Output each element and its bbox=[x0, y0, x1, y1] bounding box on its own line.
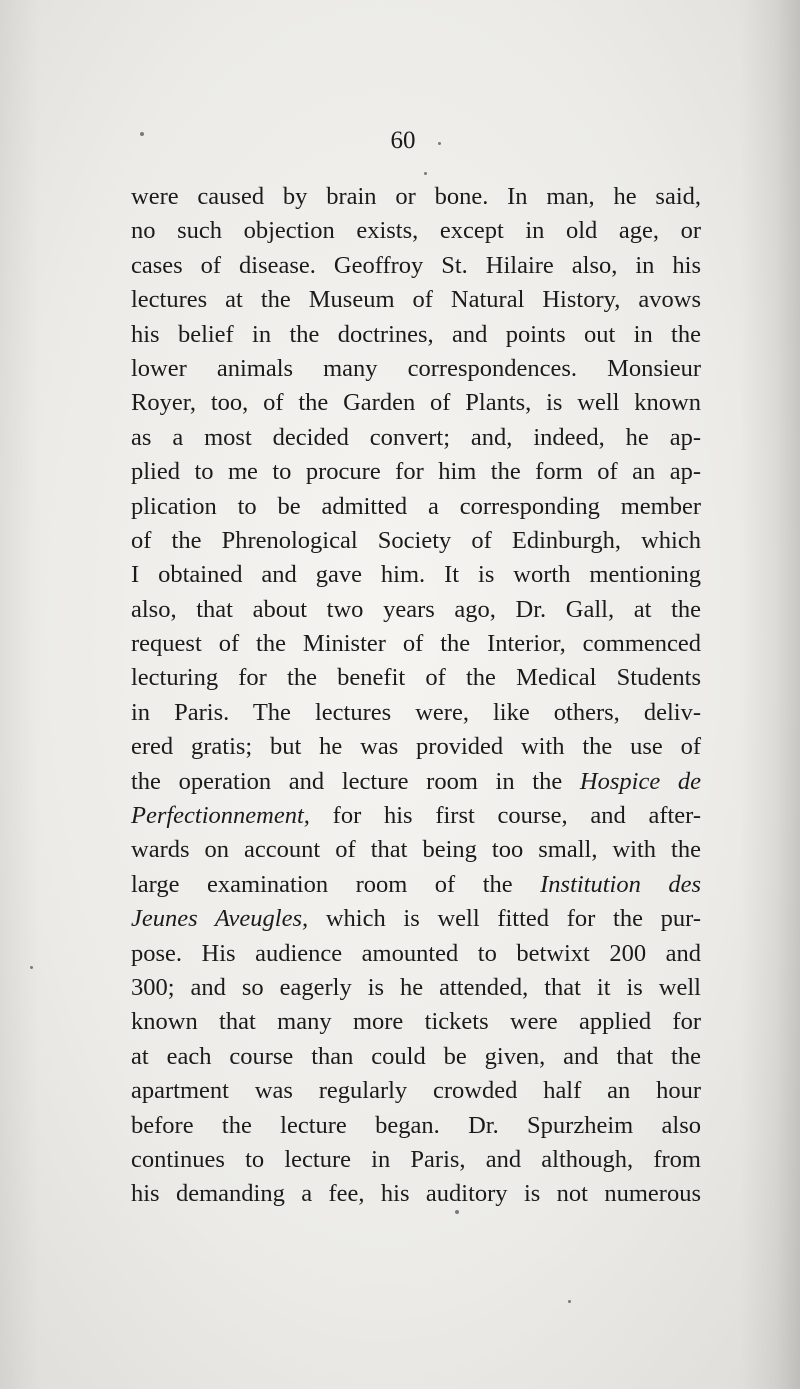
text-line bbox=[131, 937, 701, 971]
text-segment: at each course than could be given, and that the bbox=[131, 1042, 701, 1070]
text-segment: ered gratis; but he was provided with the use of bbox=[131, 733, 701, 761]
text-segment: of the Phrenological Society of Edinburgh, which bbox=[131, 526, 701, 554]
text-line bbox=[131, 1040, 701, 1074]
text-segment: lectures at the Museum of Natural History, avows bbox=[131, 286, 701, 314]
text-line bbox=[131, 283, 701, 317]
text-segment: 300; and so eagerly is he attended, that it is well bbox=[131, 973, 701, 1001]
text-segment: his belief in the doctrines, and points out in the bbox=[131, 320, 701, 348]
text-segment: continues to lecture in Paris, and although, from bbox=[131, 1145, 701, 1173]
text-line bbox=[131, 593, 701, 627]
text-line bbox=[131, 627, 701, 661]
scan-speck bbox=[455, 1210, 459, 1214]
text-segment: the operation and lecture room in the bbox=[131, 767, 580, 795]
text-line bbox=[131, 1109, 701, 1143]
text-line bbox=[131, 730, 701, 764]
text-segment: request of the Minister of the Interior, commenced bbox=[131, 630, 701, 658]
scan-speck bbox=[424, 172, 427, 175]
text-line bbox=[131, 1005, 701, 1039]
text-line bbox=[131, 558, 701, 592]
text-line bbox=[131, 490, 701, 524]
text-segment: also, that about two years ago, Dr. Gall, at the bbox=[131, 595, 701, 623]
text-segment: were caused by brain or bone. In man, he said, bbox=[131, 183, 701, 210]
body-text bbox=[131, 180, 701, 1212]
text-segment: wards on account of that being too small, with the bbox=[131, 836, 701, 864]
text-line bbox=[131, 661, 701, 695]
text-segment: plied to me to procure for him the form of an ap- bbox=[131, 458, 701, 486]
text-line bbox=[131, 455, 701, 489]
text-line bbox=[131, 352, 701, 386]
text-segment: I obtained and gave him. It is worth mentioning bbox=[131, 561, 701, 589]
text-segment: in Paris. The lectures were, like others, deliv- bbox=[131, 698, 701, 726]
text-segment: before the lecture began. Dr. Spurzheim also bbox=[131, 1111, 701, 1139]
text-line bbox=[131, 318, 701, 352]
page-shadow-right bbox=[740, 0, 800, 1389]
text-line bbox=[131, 524, 701, 558]
text-segment: large examination room of the bbox=[131, 870, 541, 898]
italic-text: Hospice de bbox=[579, 767, 701, 795]
text-line bbox=[131, 696, 701, 730]
text-segment: lower animals many correspondences. Monsieur bbox=[131, 354, 701, 382]
text-line bbox=[131, 902, 701, 936]
text-line bbox=[131, 799, 701, 833]
text-line bbox=[131, 868, 701, 902]
text-line bbox=[131, 386, 701, 420]
text-segment: apartment was regularly crowded half an hour bbox=[131, 1077, 701, 1105]
scan-speck bbox=[140, 132, 144, 136]
text-line bbox=[131, 214, 701, 248]
text-line bbox=[131, 765, 701, 799]
italic-text: Jeunes Aveugles, bbox=[131, 905, 309, 933]
text-segment: for his first course, and after- bbox=[309, 802, 701, 830]
scan-speck bbox=[30, 966, 33, 969]
text-segment: lecturing for the benefit of the Medical Students bbox=[131, 664, 701, 692]
text-line bbox=[131, 833, 701, 867]
text-line bbox=[131, 971, 701, 1005]
text-segment: which is well fitted for the pur- bbox=[308, 905, 701, 933]
text-line bbox=[131, 180, 701, 214]
page-shadow-left bbox=[0, 0, 40, 1389]
text-segment: plication to be admitted a corresponding member bbox=[131, 492, 701, 520]
text-line bbox=[131, 421, 701, 455]
text-segment: cases of disease. Geoffroy St. Hilaire also, in his bbox=[131, 251, 701, 279]
page-number: 60 bbox=[390, 127, 416, 154]
italic-text: Institution des bbox=[540, 870, 701, 898]
text-line bbox=[131, 1074, 701, 1108]
text-line bbox=[131, 249, 701, 283]
text-segment: no such objection exists, except in old age, or bbox=[131, 217, 701, 245]
text-segment: known that many more tickets were applied for bbox=[131, 1008, 701, 1036]
text-segment: his demanding a fee, his auditory is not numerous bbox=[131, 1180, 701, 1208]
text-segment: as a most decided convert; and, indeed, he ap- bbox=[131, 423, 701, 451]
scan-speck bbox=[438, 142, 441, 145]
text-segment: Royer, too, of the Garden of Plants, is well known bbox=[131, 389, 701, 417]
italic-text: Perfectionnement, bbox=[131, 802, 310, 830]
scan-speck bbox=[568, 1300, 571, 1303]
text-line bbox=[131, 1143, 701, 1177]
text-line bbox=[131, 1177, 701, 1211]
text-segment: pose. His audience amounted to betwixt 200 and bbox=[131, 939, 701, 967]
